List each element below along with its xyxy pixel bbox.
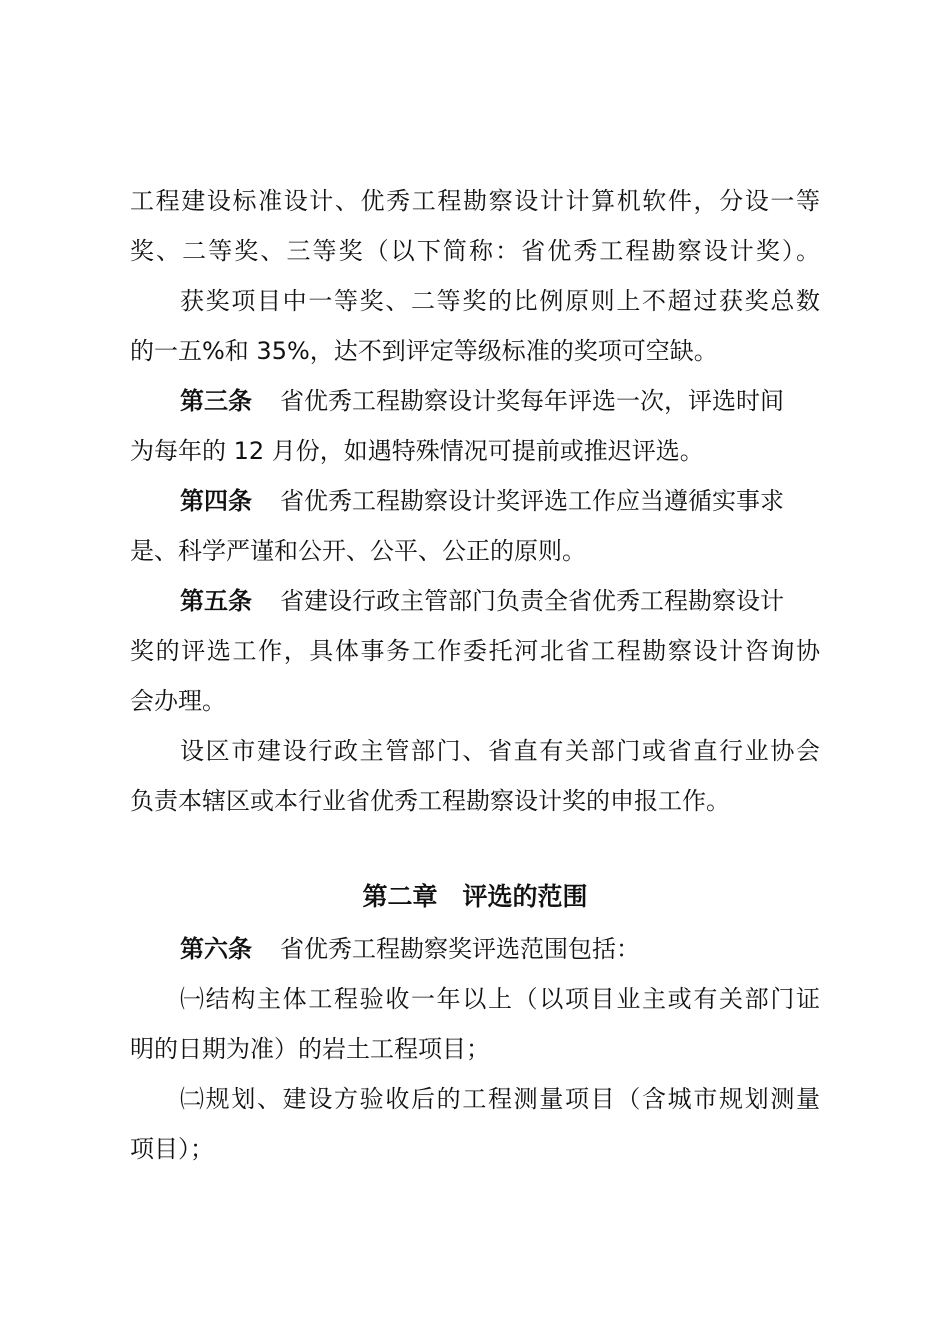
list-item-line: 明的日期为准）的岩土工程项目； (130, 1035, 490, 1063)
article-4-line-1 (180, 486, 820, 516)
list-item-line: 项目）； (130, 1135, 214, 1163)
paragraph-line: 奖、二等奖、三等奖（以下简称：省优秀工程勘察设计奖）。 (130, 237, 820, 265)
article-text: 省优秀工程勘察设计奖评选工作应当遵循实事求 (280, 487, 784, 515)
article-label: 第六条 (180, 934, 252, 963)
paragraph-line: 工程建设标准设计、优秀工程勘察设计计算机软件，分设一等 (130, 187, 820, 215)
paragraph-line: 设区市建设行政主管部门、省直有关部门或省直行业协会 (180, 737, 820, 765)
list-item-line: ㈡规划、建设方验收后的工程测量项目（含城市规划测量 (180, 1085, 820, 1113)
paragraph-line: 为每年的 12 月份，如遇特殊情况可提前或推迟评选。 (130, 437, 704, 465)
article-6-line-1 (180, 934, 820, 964)
paragraph-line: 的一五%和 35%，达不到评定等级标准的奖项可空缺。 (130, 337, 718, 365)
article-text: 省优秀工程勘察奖评选范围包括： (280, 935, 640, 963)
article-text: 省优秀工程勘察设计奖每年评选一次，评选时间 (280, 387, 784, 415)
article-text: 省建设行政主管部门负责全省优秀工程勘察设计 (280, 587, 784, 615)
paragraph-line: 获奖项目中一等奖、二等奖的比例原则上不超过获奖总数 (180, 287, 820, 315)
list-item-line: ㈠结构主体工程验收一年以上（以项目业主或有关部门证 (180, 985, 820, 1013)
paragraph-line: 会办理。 (130, 687, 226, 715)
article-3-line-1 (180, 386, 820, 416)
article-label: 第五条 (180, 586, 252, 615)
paragraph-line: 负责本辖区或本行业省优秀工程勘察设计奖的申报工作。 (130, 787, 730, 815)
article-label: 第三条 (180, 386, 252, 415)
article-5-line-1 (180, 586, 820, 616)
paragraph-line: 奖的评选工作，具体事务工作委托河北省工程勘察设计咨询协 (130, 637, 820, 665)
paragraph-line: 是、科学严谨和公开、公平、公正的原则。 (130, 537, 586, 565)
chapter-heading: 第二章 评选的范围 (362, 882, 588, 911)
article-label: 第四条 (180, 486, 252, 515)
